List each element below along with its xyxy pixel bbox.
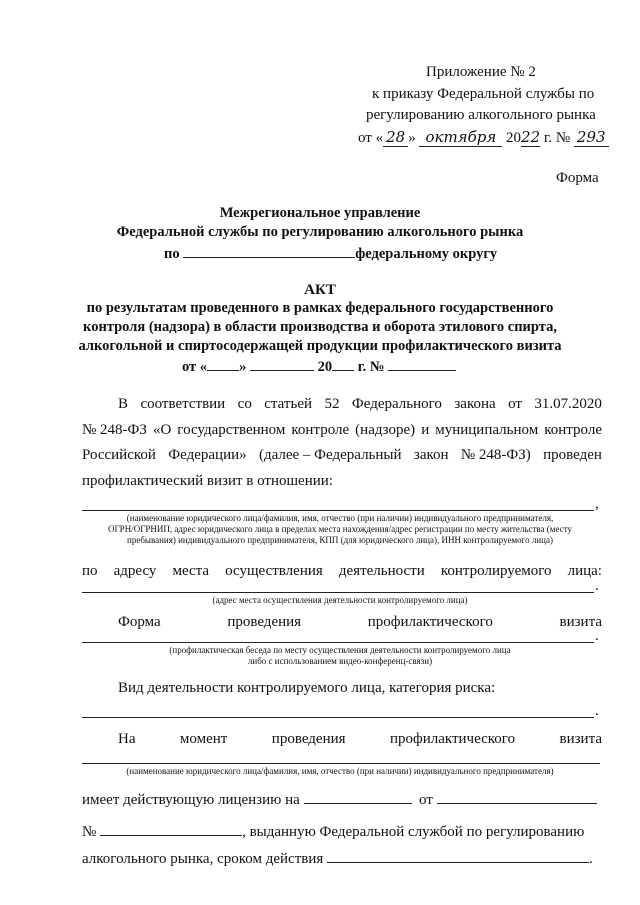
- note-form-line2: либо с использованием видео-конференц-связи): [247, 656, 433, 666]
- paragraph6: [82, 789, 597, 809]
- note-holder: (наименование юридического лица/фамилия, имя, отчество (при наличии) индивидуального предпринимателя): [126, 766, 554, 776]
- p1-word: № 248-ФЗ: [82, 422, 147, 438]
- title-date: [182, 356, 456, 376]
- authority-suffix: федеральному округу: [355, 246, 498, 262]
- note-address: (адрес места осуществления деятельности контролируемого лица): [212, 595, 468, 605]
- title-year-blank: [332, 356, 354, 371]
- title-date-prefix: от «: [182, 359, 208, 375]
- license-date-blank: [437, 789, 597, 804]
- appendix-month: октября: [419, 128, 502, 147]
- paragraph2: [82, 563, 602, 580]
- act-title: АКТ: [304, 282, 336, 298]
- license-number-blank: [100, 821, 242, 836]
- paragraph1-line4: профилактический визит в отношении:: [82, 473, 333, 489]
- p1-word: закона: [454, 396, 496, 412]
- authority-line1: Межрегиональное управление: [219, 205, 421, 221]
- p2-word: осуществления: [225, 563, 323, 579]
- p1-word: № 248-ФЗ): [460, 447, 531, 463]
- term-dot: .: [589, 851, 593, 867]
- appendix-agency: регулированию алкогольного рынка: [366, 107, 596, 123]
- appendix-year-prefix: 20: [506, 130, 522, 146]
- title-number-blank: [388, 356, 456, 371]
- p2-word: деятельности: [338, 563, 425, 579]
- p1-word: (далее – Федеральный: [258, 447, 402, 463]
- p1-word: государственном: [177, 422, 286, 438]
- title-line2: контроля (надзора) в области производства и оборота этилового спирта,: [83, 319, 557, 335]
- p1-word: проведен: [543, 447, 602, 463]
- p1-word: (надзоре): [355, 422, 416, 438]
- address-dot: .: [595, 578, 599, 594]
- license-term: алкогольного рынка, сроком действия: [82, 851, 324, 867]
- p2-word: лица:: [567, 563, 602, 579]
- p2-word: по: [82, 563, 98, 579]
- p1-word: контроле: [291, 422, 350, 438]
- paragraph8: [82, 848, 593, 868]
- p5-word: проведения: [271, 731, 346, 747]
- form-dot: .: [595, 628, 599, 644]
- license-term-blank: [327, 848, 589, 863]
- paragraph1-line3: [82, 447, 602, 464]
- p1-word: соответствии: [140, 396, 226, 412]
- subject-blank-line: [82, 510, 594, 511]
- license-type-blank: [304, 789, 412, 804]
- appendix-number: Приложение № 2: [426, 64, 536, 80]
- appendix-date-prefix: от «: [358, 130, 384, 146]
- authority-line2: Федеральной службы по регулированию алкогольного рынка: [116, 224, 524, 240]
- title-g-no: г. №: [357, 359, 385, 375]
- license-issued: , выданную Федеральной службой по регулированию: [242, 824, 585, 840]
- holder-blank-line: [82, 763, 600, 764]
- appendix-year-suffix: 22: [521, 128, 541, 146]
- p3-word: Форма: [118, 614, 161, 630]
- p1-word: и: [421, 422, 430, 438]
- p1-word: муниципальном: [435, 422, 539, 438]
- note-form-line1: (профилактическая беседа по месту осуществления деятельности контролируемого лица: [169, 645, 511, 655]
- p1-word: Федерального: [351, 396, 442, 412]
- paragraph1-line1: [118, 396, 602, 413]
- form-label: Форма: [556, 170, 599, 186]
- address-blank-line: [82, 592, 594, 593]
- p1-word: «О: [152, 422, 172, 438]
- p1-word: 31.07.2020: [534, 396, 602, 412]
- paragraph7: [82, 821, 584, 841]
- p1-word: Федерации»: [168, 447, 247, 463]
- p2-word: контролируемого: [440, 563, 552, 579]
- appendix-day: 28: [383, 128, 408, 147]
- p5-word: профилактического: [389, 731, 516, 747]
- note-subject-line3: пребывания) индивидуального предпринимателя, КПП (для юридического лица), ИНН контролируемого лица): [127, 535, 553, 545]
- p2-word: места: [172, 563, 210, 579]
- appendix-order-number: 293: [574, 128, 609, 147]
- p1-word: В: [118, 396, 129, 412]
- p1-word: 52: [324, 396, 340, 412]
- p1-word: контроле: [544, 422, 602, 438]
- license-text: имеет действующую лицензию на: [82, 792, 300, 808]
- appendix-order: к приказу Федеральной службы по: [372, 86, 595, 102]
- license-from: от: [419, 792, 433, 808]
- appendix-day-close: »: [408, 130, 416, 146]
- p5-word: визита: [559, 731, 602, 747]
- note-subject-line1: (наименование юридического лица/фамилия, имя, отчество (при наличии) индивидуального предпринимателя,: [126, 513, 554, 523]
- form-blank-line: [82, 642, 594, 643]
- authority-prefix: по: [164, 246, 180, 262]
- p2-word: адресу: [113, 563, 157, 579]
- p3-word: профилактического: [367, 614, 493, 630]
- subject-comma: ,: [595, 496, 599, 512]
- p5-word: На: [118, 731, 136, 747]
- appendix-date: [358, 128, 609, 147]
- district-blank: [183, 243, 355, 258]
- paragraph4: Вид деятельности контролируемого лица, категория риска:: [118, 680, 496, 696]
- p1-word: со: [237, 396, 252, 412]
- appendix-g-no: г. №: [543, 130, 571, 146]
- p1-word: от: [508, 396, 522, 412]
- authority-line3: [164, 243, 497, 263]
- title-date-mid: »: [239, 359, 247, 375]
- title-line3: алкогольной и спиртосодержащей продукции профилактического визита: [78, 338, 562, 354]
- activity-blank-line: [82, 717, 594, 718]
- activity-dot: .: [595, 703, 599, 719]
- note-subject-line2: ОГРН/ОГРНИП, адрес юридического лица в пределах места нахождения/адрес регистрации по месту жительства (месту: [107, 524, 573, 534]
- p1-word: Российской: [82, 447, 156, 463]
- license-no: №: [82, 824, 97, 840]
- p3-word: проведения: [227, 614, 302, 630]
- title-month-blank: [250, 356, 314, 371]
- paragraph3: [118, 614, 602, 631]
- p5-word: момент: [179, 731, 228, 747]
- title-year: 20: [317, 359, 333, 375]
- paragraph1-line2: [82, 422, 602, 439]
- title-day-blank: [207, 356, 239, 371]
- paragraph5: [118, 731, 602, 748]
- p1-word: закон: [413, 447, 449, 463]
- p1-word: статьей: [264, 396, 313, 412]
- title-line1: по результатам проведенного в рамках федерального государственного: [86, 300, 554, 316]
- p3-word: визита: [559, 614, 602, 630]
